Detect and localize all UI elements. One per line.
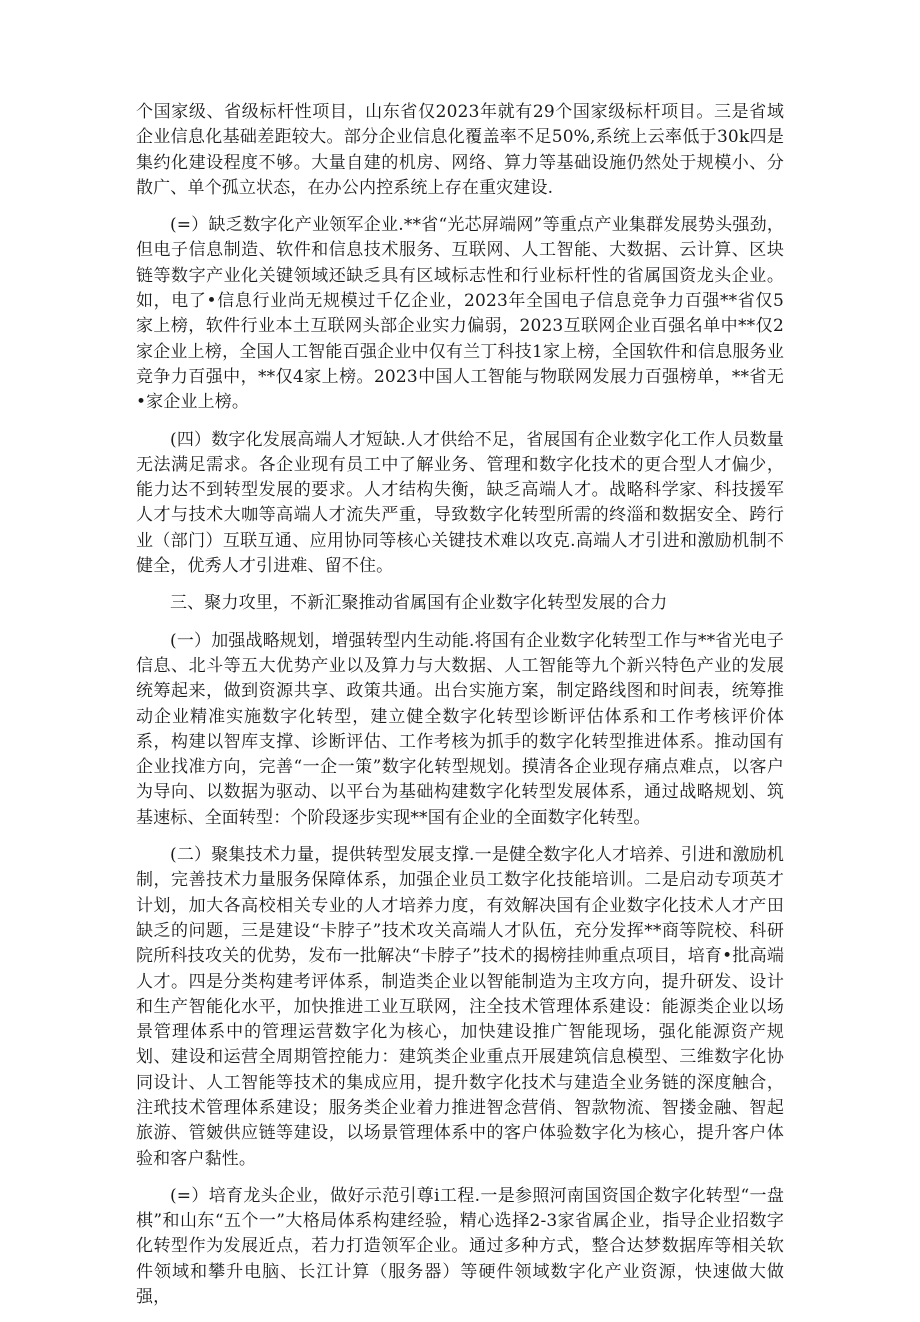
paragraph-continuation: 个国家级、省级标杆性项目，山东省仅2023年就有29个国家级标杆项目。三是省域企业信息化基础差距较大。部分企业信息化覆盖率不足50%,系统上云率低于30k四是集约化建设程度不够。大量自建的机房、网络、算力等基础设施仍然处于规模小、分散广、单个孤立状态，在办公内控系统上存在重灾建设. xyxy=(136,102,784,198)
section-heading-three: 三、聚力攻里，不新汇聚推动省属国有企业数字化转型发展的合力 xyxy=(170,593,668,614)
paragraph-lack-of-leading-enterprises: (=）缺乏数字化产业领军企业.**省“光芯屏端网”等重点产业集群发展势头强劲，但电子信息制造、软件和信息技术服务、互联网、人工智能、大数据、云计算、区块链等数字产业化关键领域还缺乏具有区域标志性和行业标杆性的省属国资龙头企业。如，电了•信息行业尚无规模过千亿企业，2023年全国电子信息竞争力百强**省仅5家上榜，软件行业本土互联网头部企业实力偏弱，2023互联网企业百强名单中**仅2家企业上榜，全国人工智能百强企业中仅有兰丁科技1家上榜，全国软件和信息服务业竞争力百强中，**仅4家上榜。2023中国人工智能与物联网发展力百强榜单，**省无•家企业上榜。 xyxy=(136,215,784,413)
paragraph-technical-strength: (二）聚集技术力量，提供转型发展支撑.一是健全数字化人才培养、引进和激励机制，完善技术力量服务保障体系，加强企业员工数字化技能培训。二是启动专项英才计划，加大各高校相关专业的人才培养力度，有效解决国有企业数字化技术人才产田缺乏的问题，三是建设“卡脖子”技术攻关高端人才队伍，充分发挥**商等院校、科研院所科技攻关的优势，发布一批解决“卡脖子”技术的揭榜挂帅重点项目，培育•批高端人才。四是分类构建考评体系，制造类企业以智能制造为主攻方向，提升研发、设计和生产智能化水平，加快推进工业互联网，注全技术管理体系建设：能源类企业以场景管理体系中的管理运营数字化为核心，加快建设推广智能现场，强化能源资产规划、建设和运营全周期管控能力：建筑类企业重点开展建筑信息模型、三维数字化协同设计、人工智能等技术的集成应用，提升数字化技术与建造全业务链的深度触合，注玳技术管理体系建设；服务类企业着力推进智念营俏、智款物流、智搂金融、智起旅游、管皴供应链等建设，以场景管理体系中的客户体验数字化为核心，提升客户体验和客户黏性。 xyxy=(136,845,784,1169)
paragraph-leading-enterprises: (=）培育龙头企业，做好示范引尊i工程.一是参照河南国资国企数字化转型“一盘棋”和山东“五个一”大格局体系构建经验，精心选择2-3家省属企业，指导企业招数字化转型作为发展近点，若力打造领军企业。通过多种方式，整合达梦数据库等相关软件领域和攀升电脑、长江计算（服务器）等硬件领域数字化产业资源，快速做大做强， xyxy=(136,1185,784,1308)
paragraph-strategic-planning: (一）加强战略规划，增强转型内生动能.将国有企业数字化转型工作与**省光电子信息、北斗等五大优势产业以及算力与大数据、人工智能等九个新兴特色产业的发展统筹起来，做到资源共享、政策共通。出台实施方案，制定路线图和时间表，统筹推动企业精准实施数字化转型，建立健全数字化转型诊断评估体系和工作考核评价体系，构建以智库支撑、诊断评估、工作考核为抓手的数字化转型推进体系。推动国有企业找准方向，完善“一企一策”数字化转型规划。摸清各企业现存痛点难点，以客户为导向、以数据为驱动、以平台为基础构建数字化转型发展体系，通过战略规划、筑基速标、全面转型：个阶段逐步实现**国有企业的全面数字化转型。 xyxy=(136,630,784,828)
document-page xyxy=(136,100,784,1322)
paragraph-talent-shortage: (四）数字化发展高端人才短缺.人才供给不足，省展国有企业数字化工作人员数量无法满足需求。各企业现有员工中了解业务、管理和数字化技术的更合型人才偏少，能力达不到转型发展的要求。人才结构失衡，缺乏高端人才。战略科学家、科技援军人才与技术大咖等高端人才流失严重，导致数字化转型所需的终淄和数据安全、跨行业（部门）互联互通、应用协同等核心关键技术难以攻克.高端人才引进和激励机制不健全，优秀人才引进难、留不住。 xyxy=(136,429,784,577)
